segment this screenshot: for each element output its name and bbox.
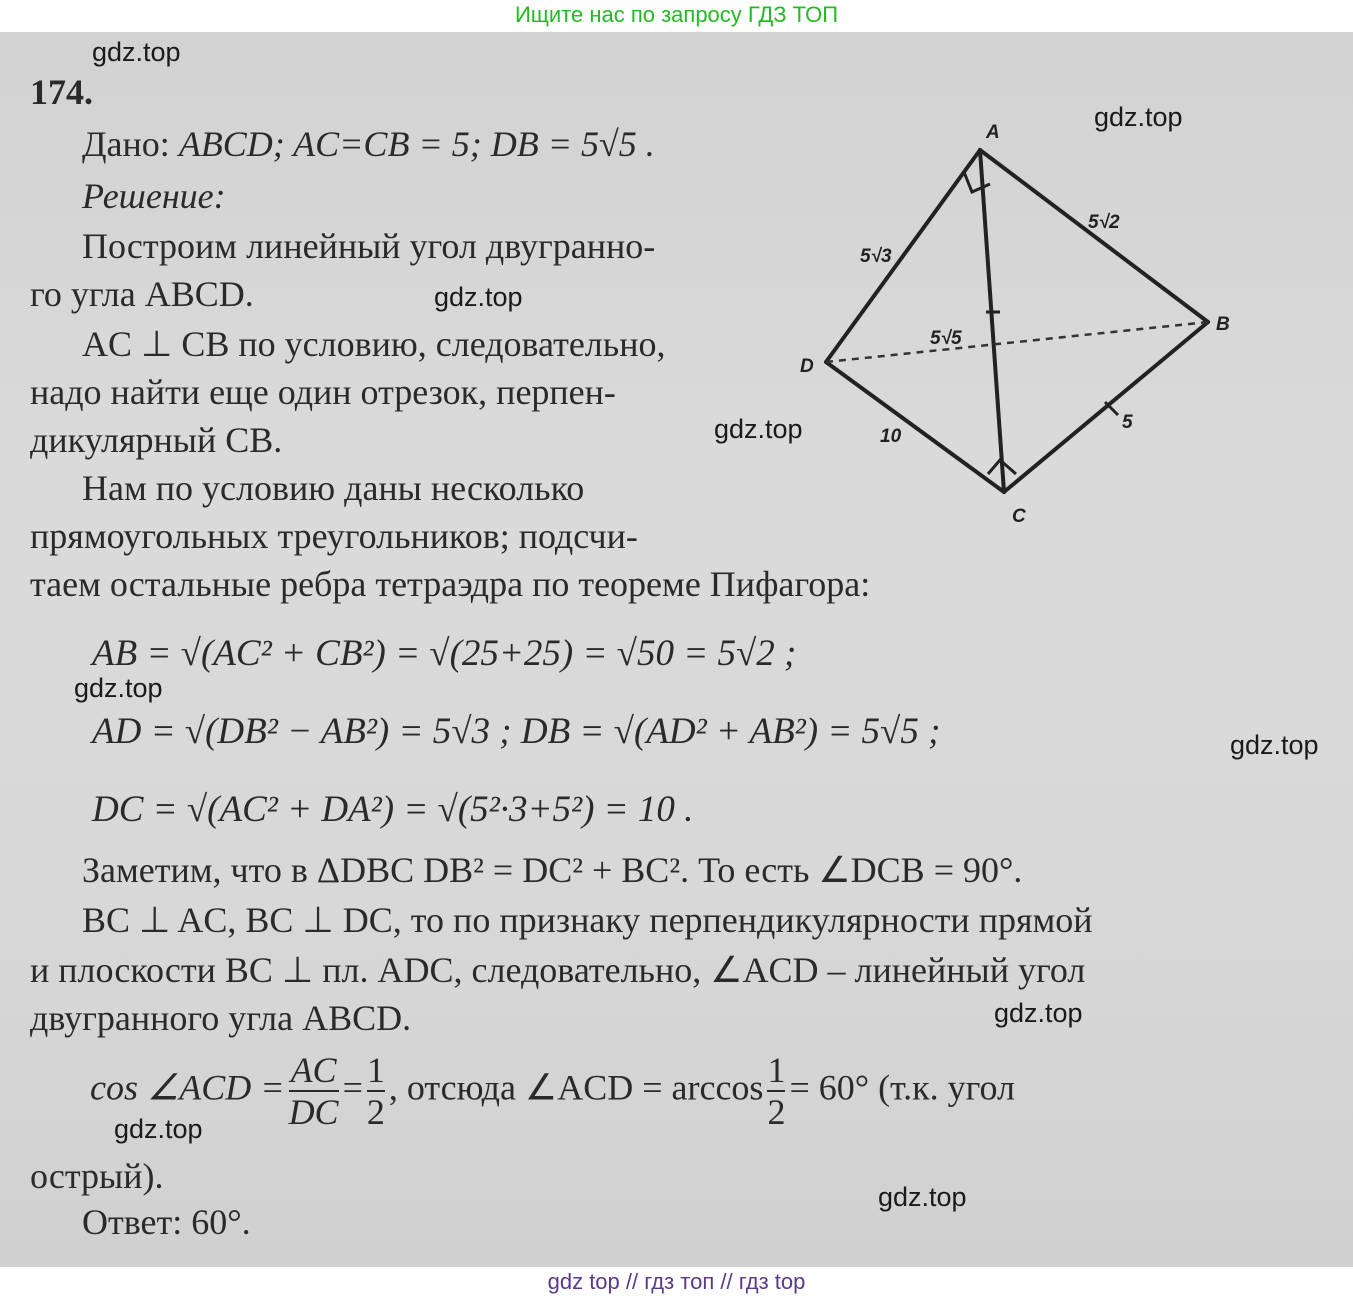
text-line: двугранного угла ABCD.: [30, 998, 412, 1038]
edge-label-cb: 5: [1122, 412, 1133, 433]
text-line: надо найти еще один отрезок, перпен-: [30, 372, 616, 412]
formula-dc: DC = √(AC² + DA²) = √(5²·3+5²) = 10 .: [92, 789, 694, 830]
given-expression: ABCD; AC=CB = 5; DB = 5√5 .: [178, 124, 655, 164]
vertex-label-c: C: [1012, 506, 1026, 527]
text-line: прямоугольных треугольников; подсчи-: [30, 516, 638, 556]
edge-dc: [826, 362, 1004, 492]
text-line: дикулярный CB.: [30, 420, 283, 460]
edge-label-ab: 5√2: [1088, 212, 1120, 233]
text-line: Заметим, что в ΔDBC DB² = DC² + BC². То есть ∠DCB = 90°.: [82, 850, 1023, 890]
fraction-half: $\frac{1}{2}$: [767, 1050, 786, 1132]
fraction-half: $\frac{1}{2}$: [366, 1050, 385, 1132]
edge-ac: [980, 150, 1004, 492]
text-line: Нам по условию даны несколько: [82, 468, 585, 508]
edge-label-db: 5√5: [930, 328, 962, 349]
given-label: Дано:: [82, 124, 179, 164]
watermark: gdz.top: [74, 673, 163, 703]
answer: Ответ: 60°.: [82, 1202, 251, 1242]
edge-db-hidden: [826, 322, 1208, 362]
tetrahedron-diagram: [790, 112, 1250, 532]
footer-links[interactable]: gdz top // гдз топ // гдз top: [0, 1267, 1353, 1299]
edge-cb: [1004, 322, 1208, 492]
watermark: gdz.top: [92, 37, 181, 67]
text-line: Построим линейный угол двугранно-: [82, 226, 656, 266]
edge-label-ad: 5√3: [860, 246, 892, 267]
scanned-page: [0, 32, 1353, 1267]
text-line: BC ⊥ AC, BC ⊥ DC, то по признаку перпендикулярности прямой: [82, 900, 1093, 940]
text-line: и плоскости BC ⊥ пл. ADC, следовательно, ∠ACD – линейный угол: [30, 950, 1086, 990]
text-line: таем остальные ребра тетраэдра по теореме Пифагора:: [30, 564, 871, 604]
cos-formula: cos ∠ACD = $\frac{AC}{DC}$ = $\frac{1}{2}$ , отсюда ∠ACD = arccos $\frac{1}{2}$ = 60° (т.к. угол: [90, 1050, 1016, 1132]
text-line: острый).: [30, 1156, 164, 1196]
watermark: gdz.top: [878, 1182, 967, 1212]
vertex-label-d: D: [800, 356, 814, 377]
watermark: gdz.top: [714, 414, 803, 444]
text-line: го угла ABCD.: [30, 274, 254, 314]
watermark: gdz.top: [994, 998, 1083, 1028]
problem-number: 174.: [30, 72, 93, 112]
given-line: [82, 124, 655, 164]
formula-ab: AB = √(AC² + CB²) = √(25+25) = √50 = 5√2 ;: [92, 633, 797, 674]
right-angle-mark-a: [964, 172, 990, 192]
vertex-label-b: B: [1216, 314, 1230, 335]
vertex-label-a: A: [986, 122, 1000, 143]
edge-ab: [980, 150, 1208, 322]
edge-label-dc: 10: [880, 426, 902, 447]
watermark: gdz.top: [1094, 102, 1183, 132]
watermark: gdz.top: [1230, 730, 1319, 760]
fraction-ac-dc: $\frac{AC}{DC}$: [288, 1050, 339, 1132]
watermark: gdz.top: [114, 1114, 203, 1144]
watermark: gdz.top: [434, 282, 523, 312]
top-banner[interactable]: Ищите нас по запросу ГДЗ ТОП: [0, 0, 1353, 32]
solution-heading: Решение:: [82, 176, 226, 216]
text-line: AC ⊥ CB по условию, следовательно,: [82, 324, 666, 364]
formula-ad-db: AD = √(DB² − AB²) = 5√3 ; DB = √(AD² + AB²) = 5√5 ;: [92, 711, 941, 752]
